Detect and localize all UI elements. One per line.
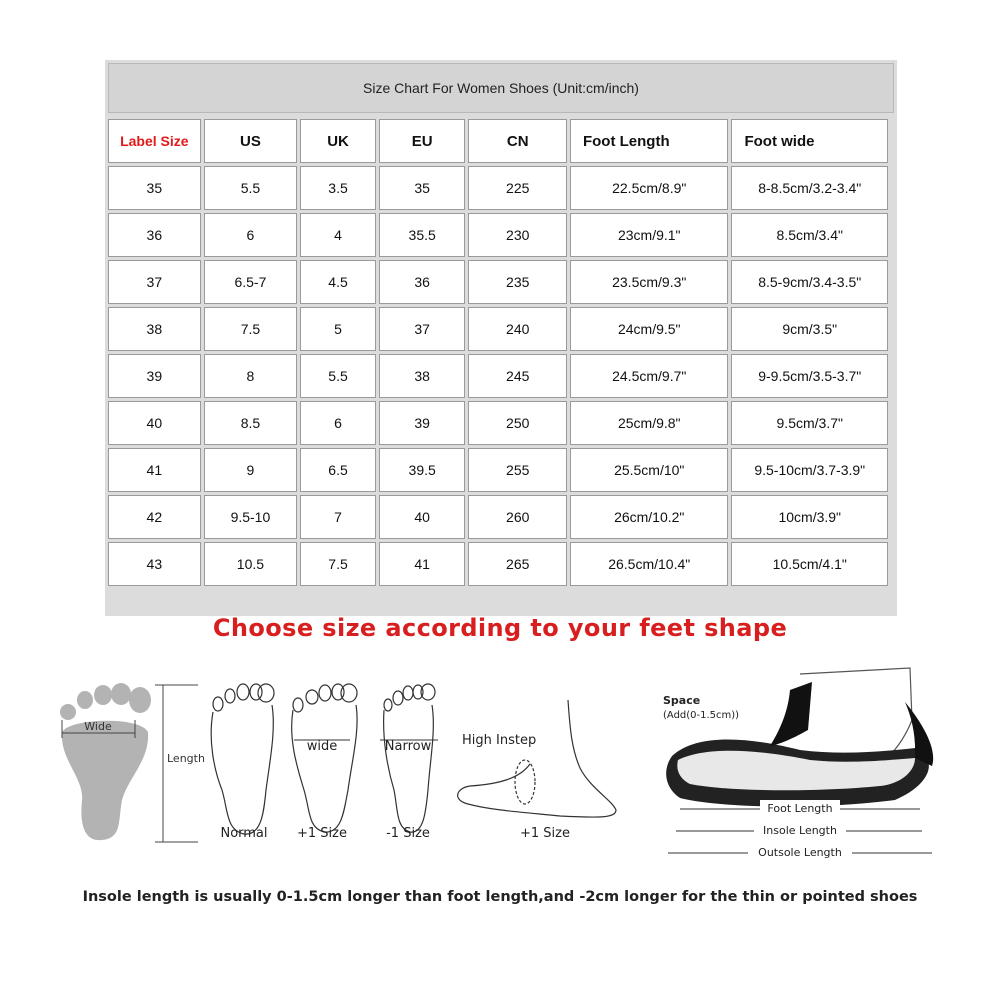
table-cell: 42 <box>108 495 201 539</box>
table-cell: 35.5 <box>379 213 466 257</box>
table-cell: 26cm/10.2" <box>570 495 729 539</box>
high-instep-icon <box>458 700 616 817</box>
table-cell: 24.5cm/9.7" <box>570 354 729 398</box>
table-cell: 7.5 <box>204 307 298 351</box>
foot-length-label: Foot Length <box>767 802 833 815</box>
table-cell: 38 <box>108 307 201 351</box>
table-cell: 25.5cm/10" <box>570 448 729 492</box>
narrow-foot-label: Narrow <box>384 739 432 754</box>
table-cell: 41 <box>108 448 201 492</box>
table-cell: 10.5 <box>204 542 298 586</box>
narrow-caption: -1 Size <box>386 826 430 841</box>
table-cell: 7.5 <box>300 542 376 586</box>
table-cell: 5.5 <box>300 354 376 398</box>
chart-title: Size Chart For Women Shoes (Unit:cm/inch) <box>108 63 894 113</box>
size-chart <box>105 60 897 616</box>
table-cell: 9cm/3.5" <box>731 307 888 351</box>
table-cell: 9.5cm/3.7" <box>731 401 888 445</box>
table-cell: 6.5 <box>300 448 376 492</box>
header-cn: CN <box>468 119 567 163</box>
table-row <box>108 401 888 445</box>
header-label-size: Label Size <box>108 119 201 163</box>
table-cell: 5 <box>300 307 376 351</box>
table-cell: 3.5 <box>300 166 376 210</box>
normal-foot-icon <box>211 684 274 834</box>
table-cell: 10cm/3.9" <box>731 495 888 539</box>
table-cell: 23.5cm/9.3" <box>570 260 729 304</box>
header-uk: UK <box>300 119 376 163</box>
table-cell: 255 <box>468 448 567 492</box>
size-table <box>105 116 891 589</box>
table-cell: 35 <box>379 166 466 210</box>
feet-shape-illustration <box>0 660 1000 870</box>
table-cell: 4 <box>300 213 376 257</box>
table-row <box>108 495 888 539</box>
table-cell: 39 <box>379 401 466 445</box>
normal-caption: Normal <box>220 826 268 841</box>
header-us: US <box>204 119 298 163</box>
table-row <box>108 448 888 492</box>
table-cell: 25cm/9.8" <box>570 401 729 445</box>
table-cell: 8.5-9cm/3.4-3.5" <box>731 260 888 304</box>
table-cell: 8 <box>204 354 298 398</box>
table-cell: 23cm/9.1" <box>570 213 729 257</box>
header-foot-wide: Foot wide <box>731 119 888 163</box>
table-cell: 26.5cm/10.4" <box>570 542 729 586</box>
high-instep-caption: +1 Size <box>520 826 570 841</box>
table-cell: 36 <box>379 260 466 304</box>
table-cell: 40 <box>379 495 466 539</box>
table-cell: 4.5 <box>300 260 376 304</box>
table-cell: 35 <box>108 166 201 210</box>
wide-caption: +1 Size <box>297 826 347 841</box>
table-row <box>108 307 888 351</box>
table-row <box>108 213 888 257</box>
table-cell: 9.5-10 <box>204 495 298 539</box>
table-cell: 22.5cm/8.9" <box>570 166 729 210</box>
table-cell: 24cm/9.5" <box>570 307 729 351</box>
table-cell: 39.5 <box>379 448 466 492</box>
narrow-foot-icon <box>384 684 435 832</box>
wide-foot-label: wide <box>306 739 338 754</box>
length-label: Length <box>167 752 205 765</box>
footer-note: Insole length is usually 0-1.5cm longer than foot length,and -2cm longer for the thin or pointed shoes <box>82 889 918 905</box>
table-cell: 235 <box>468 260 567 304</box>
table-cell: 6 <box>204 213 298 257</box>
table-cell: 8.5cm/3.4" <box>731 213 888 257</box>
table-cell: 9 <box>204 448 298 492</box>
table-cell: 43 <box>108 542 201 586</box>
table-cell: 39 <box>108 354 201 398</box>
footprint-icon <box>60 683 151 840</box>
table-cell: 8-8.5cm/3.2-3.4" <box>731 166 888 210</box>
header-eu: EU <box>379 119 466 163</box>
space-label: Space <box>663 694 701 707</box>
table-cell: 230 <box>468 213 567 257</box>
table-body <box>108 166 888 586</box>
table-cell: 41 <box>379 542 466 586</box>
table-cell: 10.5cm/4.1" <box>731 542 888 586</box>
table-header-row <box>108 119 888 163</box>
table-cell: 38 <box>379 354 466 398</box>
table-cell: 250 <box>468 401 567 445</box>
wide-label: Wide <box>84 720 112 733</box>
table-row <box>108 260 888 304</box>
table-cell: 260 <box>468 495 567 539</box>
table-cell: 8.5 <box>204 401 298 445</box>
space-sub-label: (Add(0-1.5cm)) <box>663 710 740 721</box>
table-cell: 245 <box>468 354 567 398</box>
table-cell: 9.5-10cm/3.7-3.9" <box>731 448 888 492</box>
wide-foot-icon <box>292 684 357 832</box>
header-foot-length: Foot Length <box>570 119 729 163</box>
table-row <box>108 354 888 398</box>
table-cell: 6.5-7 <box>204 260 298 304</box>
shoe-cross-section-icon <box>666 668 933 807</box>
high-instep-label: High Instep <box>462 733 537 748</box>
table-cell: 37 <box>108 260 201 304</box>
table-cell: 37 <box>379 307 466 351</box>
table-cell: 36 <box>108 213 201 257</box>
table-cell: 7 <box>300 495 376 539</box>
table-cell: 6 <box>300 401 376 445</box>
table-cell: 265 <box>468 542 567 586</box>
table-row <box>108 542 888 586</box>
table-row <box>108 166 888 210</box>
table-cell: 40 <box>108 401 201 445</box>
headline: Choose size according to your feet shape <box>212 614 788 642</box>
table-cell: 9-9.5cm/3.5-3.7" <box>731 354 888 398</box>
outsole-length-label: Outsole Length <box>758 846 842 859</box>
insole-length-label: Insole Length <box>763 824 837 837</box>
table-cell: 225 <box>468 166 567 210</box>
table-cell: 240 <box>468 307 567 351</box>
table-cell: 5.5 <box>204 166 298 210</box>
